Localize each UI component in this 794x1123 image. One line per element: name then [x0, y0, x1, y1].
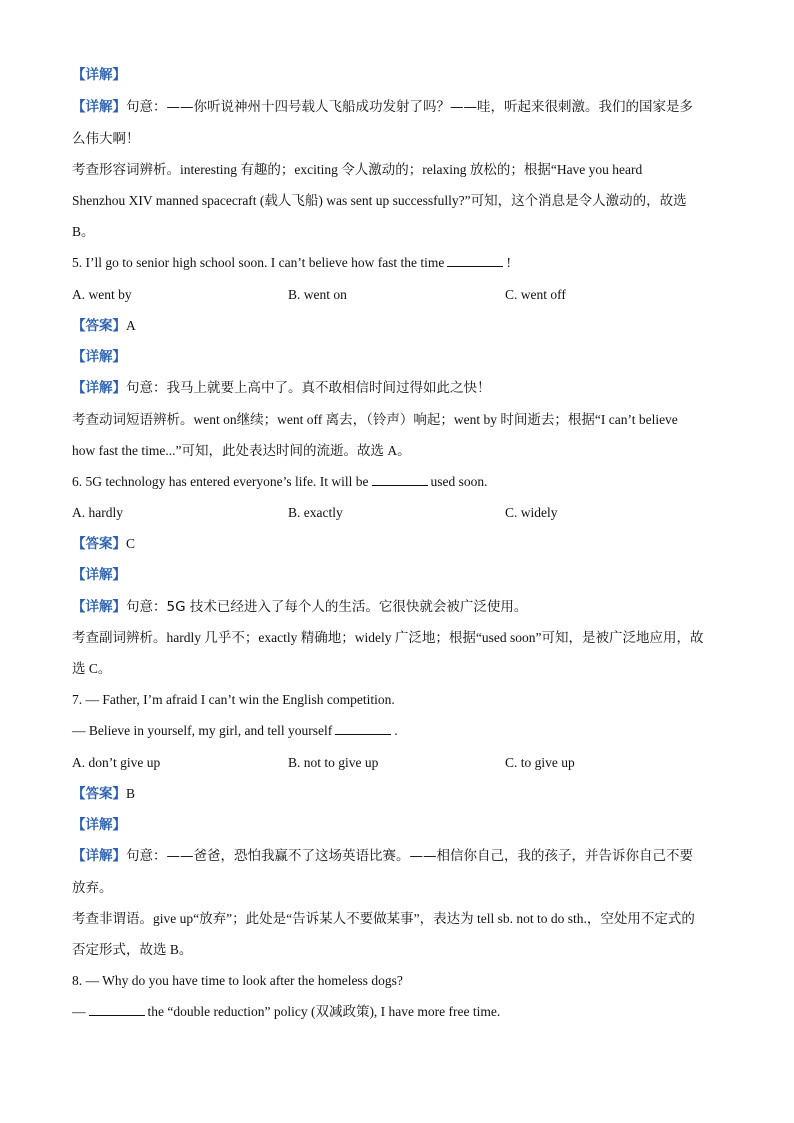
tag-label: 【详解】	[72, 567, 126, 583]
tag-label: 【详解】	[72, 380, 126, 396]
question-text: !	[506, 255, 511, 270]
option-c: C. went off	[505, 287, 566, 302]
option-a: A. don’t give up	[72, 755, 161, 770]
text-line: 放弃。	[72, 880, 113, 896]
question-8-reply	[72, 1003, 732, 1021]
question-6	[72, 473, 732, 491]
text-line: 考查副词辨析。hardly 几乎不；exactly 精确地；widely 广泛地；根据“used soon”可知，是被广泛地应用，故	[72, 630, 704, 645]
explanation-heading	[72, 566, 732, 584]
option-b: B. went on	[288, 287, 347, 302]
text-line: 么伟大啊！	[72, 131, 140, 147]
translation-line	[72, 379, 732, 397]
tag-label: 【详解】	[72, 99, 126, 115]
question-text: the “double reduction” policy (双减政策), I have more free time.	[147, 1004, 501, 1019]
question-7: 7. — Father, I’m afraid I can’t win the English competition.	[72, 692, 395, 707]
text-line: 选 C。	[72, 661, 112, 676]
text-line: Shenzhou XIV manned spacecraft (载人飞船) was sent up successfully?”可知，这个消息是令人激动的，故选	[72, 193, 687, 208]
tag-label: 【答案】	[72, 318, 126, 334]
text-line: how fast the time...”可知，此处表达时间的流逝。故选 A。	[72, 443, 411, 458]
answer-blank	[447, 254, 503, 267]
answer-value: A	[126, 318, 136, 333]
answer-blank	[89, 1003, 145, 1016]
answer-blank	[335, 722, 391, 735]
option-b: B. exactly	[288, 505, 343, 520]
question-text: .	[394, 723, 398, 738]
explanation-heading	[72, 66, 732, 84]
question-text: — Believe in yourself, my girl, and tell yourself	[72, 723, 333, 738]
option-c: C. to give up	[505, 755, 575, 770]
text-line: 考查动词短语辨析。went on继续；went off 离去，（铃声）响起；went by 时间逝去；根据“I can’t believe	[72, 412, 678, 427]
option-b: B. not to give up	[288, 755, 379, 770]
tag-label: 【详解】	[72, 817, 126, 833]
text-line: 否定形式，故选 B。	[72, 942, 193, 957]
option-a: A. went by	[72, 287, 132, 302]
tag-label: 【详解】	[72, 67, 126, 83]
tag-label: 【答案】	[72, 786, 126, 802]
option-a: A. hardly	[72, 505, 123, 520]
text-line: 考查形容词辨析。interesting 有趣的；exciting 令人激动的；relaxing 放松的；根据“Have you heard	[72, 162, 643, 177]
answer-line	[72, 785, 732, 803]
translation-line	[72, 847, 732, 865]
tag-label: 【详解】	[72, 349, 126, 365]
text-span: 句意：5G 技术已经进入了每个人的生活。它很快就会被广泛使用。	[126, 599, 528, 615]
text-span: 句意：——你听说神州十四号载人飞船成功发射了吗？——哇，听起来很刺激。我们的国家是多	[126, 99, 693, 115]
explanation-heading	[72, 348, 732, 366]
question-7-reply	[72, 722, 732, 740]
answer-line	[72, 535, 732, 553]
answer-value: B	[126, 786, 136, 801]
question-text: 6. 5G technology has entered everyone’s life. It will be	[72, 474, 369, 489]
text-span: 句意：——爸爸，恐怕我赢不了这场英语比赛。——相信你自己，我的孩子，并告诉你自己不要	[126, 848, 693, 864]
question-text: 5. I’ll go to senior high school soon. I can’t believe how fast the time	[72, 255, 445, 270]
question-text: —	[72, 1004, 86, 1019]
text-line: 考查非谓语。give up“放弃”；此处是“告诉某人不要做某事”，表达为 tell sb. not to do sth.，空处用不定式的	[72, 911, 695, 926]
text-line: B。	[72, 224, 95, 239]
answer-blank	[372, 473, 428, 486]
answer-line	[72, 317, 732, 335]
question-text: used soon.	[430, 474, 488, 489]
option-c: C. widely	[505, 505, 558, 520]
tag-label: 【答案】	[72, 536, 126, 552]
tag-label: 【详解】	[72, 848, 126, 864]
question-5	[72, 254, 732, 272]
question-8: 8. — Why do you have time to look after the homeless dogs?	[72, 973, 403, 988]
translation-line	[72, 598, 732, 616]
answer-value: C	[126, 536, 136, 551]
explanation-heading	[72, 816, 732, 834]
translation-line	[72, 98, 732, 116]
tag-label: 【详解】	[72, 599, 126, 615]
text-span: 句意：我马上就要上高中了。真不敢相信时间过得如此之快！	[126, 380, 491, 396]
